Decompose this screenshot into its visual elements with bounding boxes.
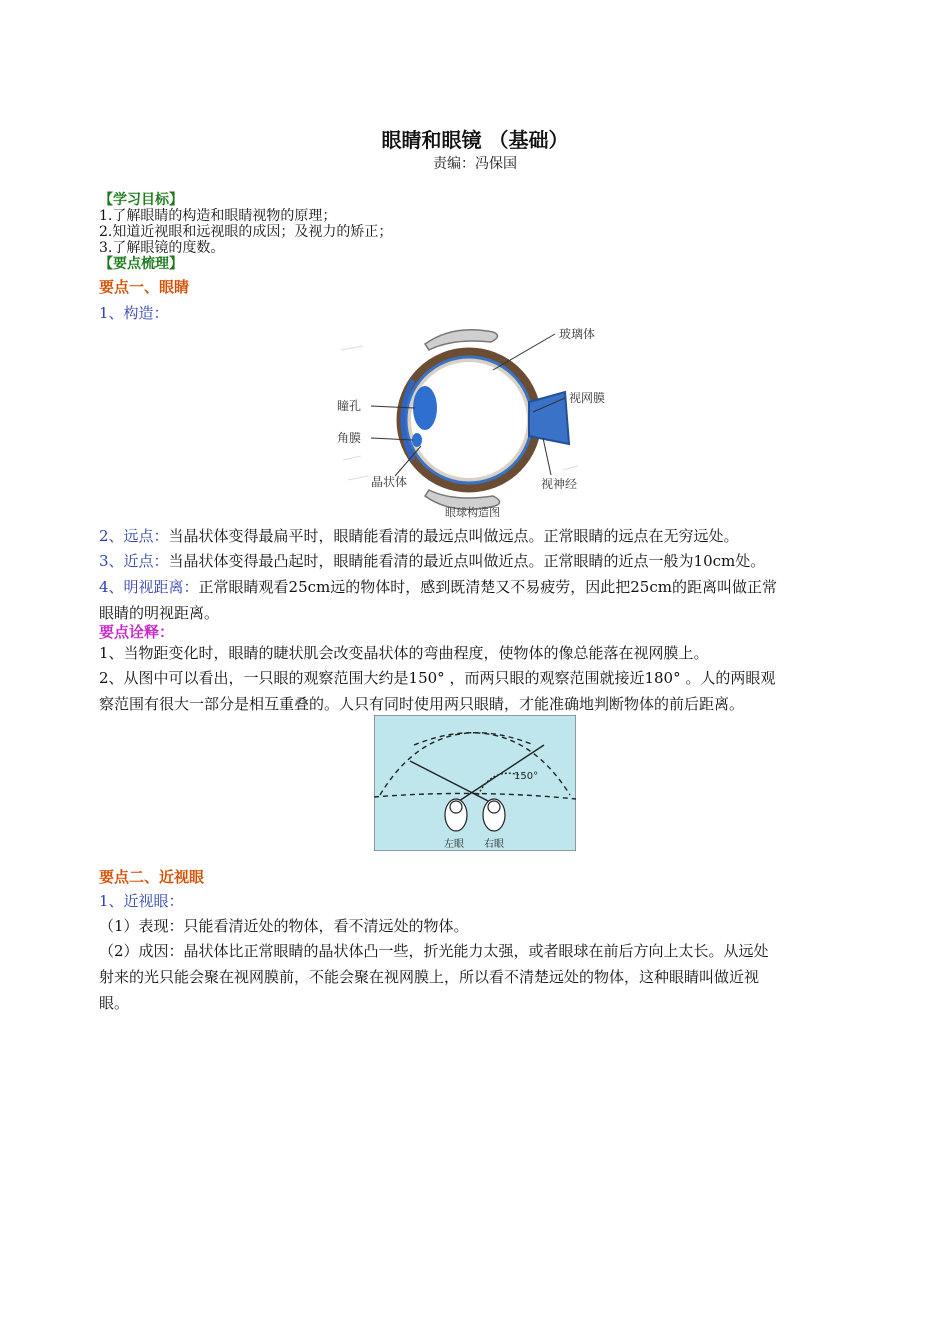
far-point-paragraph bbox=[99, 523, 857, 549]
near-point-label: 3、近点： bbox=[99, 552, 169, 570]
objectives-heading: 【学习目标】 bbox=[99, 192, 183, 208]
objective-item: 1.了解眼睛的构造和眼睛视物的原理； bbox=[99, 208, 337, 224]
label-pupil: 瞳孔 bbox=[337, 399, 362, 413]
eye-figure-caption: 眼球构造图 bbox=[445, 506, 500, 519]
clear-vision-text-cont: 眼睛的明视距离。 bbox=[99, 604, 220, 622]
clear-vision-text: 正常眼睛观看25cm远的物体时，感到既清楚又不易疲劳，因此把25cm的距离叫做正常 bbox=[198, 578, 777, 596]
myopia-cause-line2: 射来的光只能会聚在视网膜前，不能会聚在视网膜上，所以看不清楚远处的物体，这种眼睛叫做近视 bbox=[99, 968, 760, 986]
eye-structure-figure bbox=[333, 320, 623, 520]
note-2 bbox=[99, 665, 857, 717]
field-of-view-figure bbox=[374, 715, 576, 851]
note-2-line1: 2、从图中可以看出，一只眼的观察范围大约是150° ，而两只眼的观察范围就接近180° 。人的两眼观 bbox=[99, 669, 776, 687]
label-vitreous: 玻璃体 bbox=[559, 327, 596, 341]
author-line: 责编：冯保国 bbox=[433, 156, 517, 172]
objectives-block bbox=[99, 192, 859, 272]
section1-heading: 要点一、眼睛 bbox=[99, 278, 190, 296]
near-point-paragraph bbox=[99, 548, 857, 574]
page-title: 眼睛和眼镜 （基础） bbox=[381, 128, 569, 152]
objective-item: 2.知道近视眼和远视眼的成因；及视力的矫正； bbox=[99, 224, 393, 240]
myopia-symptom: （1）表现：只能看清近处的物体，看不清远处的物体。 bbox=[99, 917, 469, 935]
clear-vision-label: 4、明视距离： bbox=[99, 578, 199, 596]
section2-heading: 要点二、近视眼 bbox=[99, 868, 205, 886]
label-retina: 视网膜 bbox=[569, 391, 606, 405]
myopia-cause-line3: 眼。 bbox=[99, 994, 130, 1012]
notes-heading: 要点诠释： bbox=[99, 623, 175, 641]
note-2-line2: 察范围有很大一部分是相互重叠的。人只有同时使用两只眼睛，才能准确地判断物体的前后距离。 bbox=[99, 695, 745, 713]
right-eye-label: 右眼 bbox=[484, 839, 504, 850]
far-point-text: 当晶状体变得最扁平时，眼睛能看清的最远点叫做远点。正常眼睛的远点在无穷远处。 bbox=[168, 527, 739, 545]
note-1: 1、当物距变化时，眼睛的睫状肌会改变晶状体的弯曲程度，使物体的像总能落在视网膜上。 bbox=[99, 644, 709, 662]
far-point-label: 2、远点： bbox=[99, 527, 169, 545]
keypoints-heading: 【要点梳理】 bbox=[99, 256, 183, 272]
clear-vision-paragraph bbox=[99, 574, 857, 626]
myopia-label: 1、近视眼： bbox=[99, 892, 184, 910]
angle-label: 150° bbox=[514, 771, 539, 782]
myopia-cause-line1: （2）成因：晶状体比正常眼睛的晶状体凸一些，折光能力太强，或者眼球在前后方向上太长。从远处 bbox=[99, 942, 769, 960]
left-eye-label: 左眼 bbox=[444, 839, 464, 850]
myopia-cause bbox=[99, 938, 857, 1016]
label-lens: 晶状体 bbox=[371, 475, 408, 489]
label-cornea: 角膜 bbox=[337, 431, 362, 445]
objective-item: 3.了解眼镜的度数。 bbox=[99, 240, 225, 256]
structure-label: 1、构造： bbox=[99, 304, 169, 322]
near-point-text: 当晶状体变得最凸起时，眼睛能看清的最近点叫做近点。正常眼睛的近点一般为10cm处。 bbox=[168, 552, 766, 570]
label-optic-nerve: 视神经 bbox=[541, 477, 578, 491]
